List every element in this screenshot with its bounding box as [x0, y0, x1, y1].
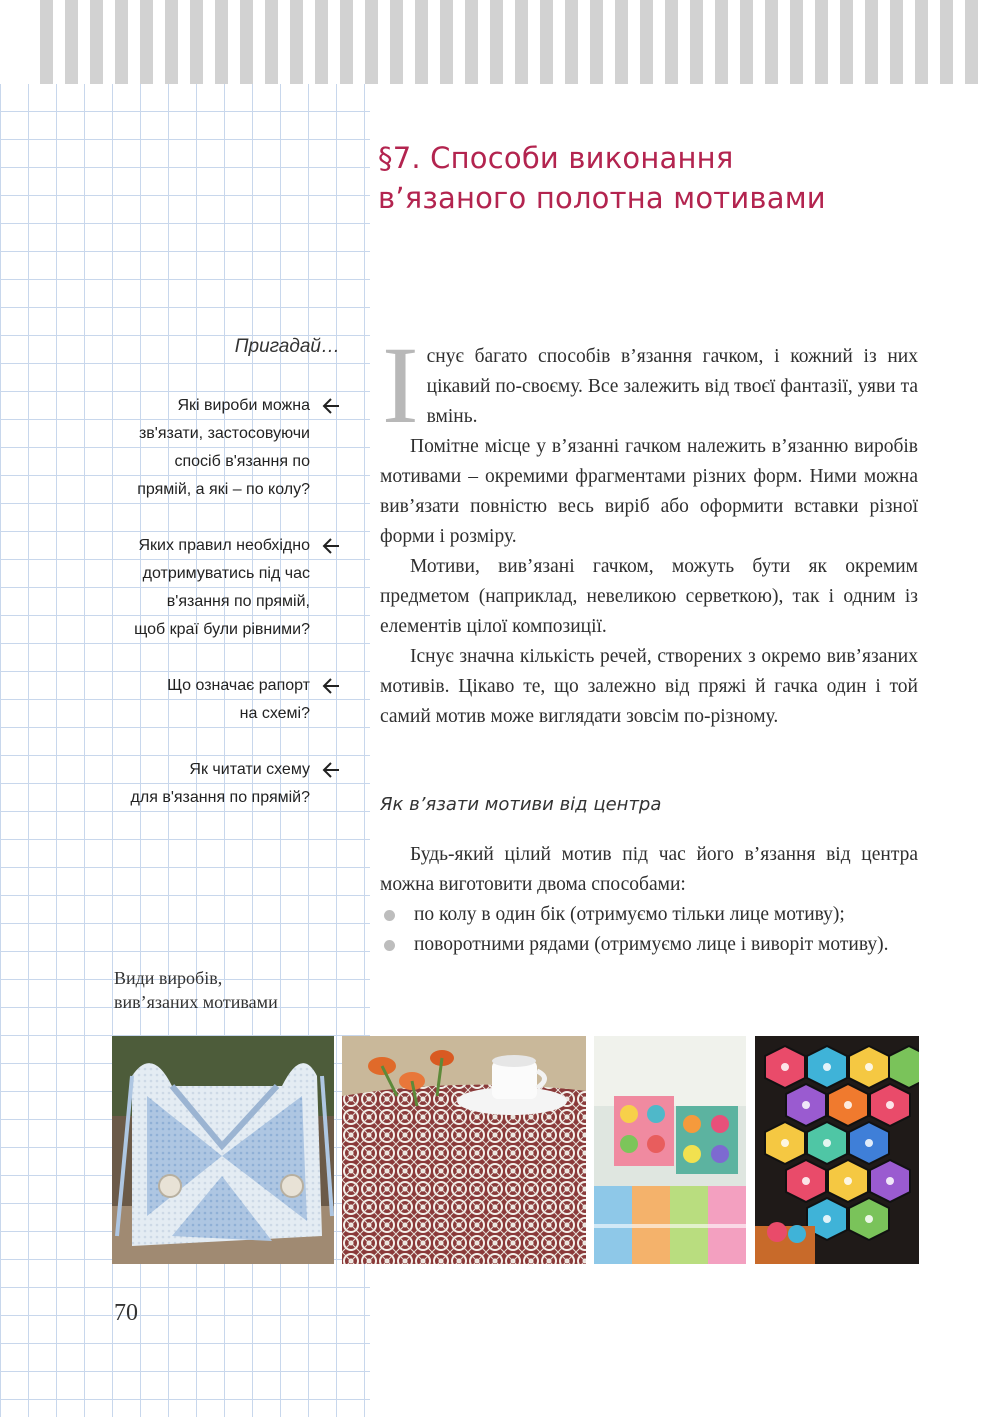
photo-hexagon-blanket: [755, 1036, 919, 1264]
paragraph-4: Існує значна кількість речей, створених з окремо вив’язаних мотивів. Цікаво те, що залежно від пряжі й гачка один і той самий мотив може виглядати зовсім по-різному.: [380, 646, 918, 727]
photos-caption: [114, 966, 354, 1014]
list-item: [380, 900, 918, 930]
review-questions: [40, 392, 342, 840]
question-line: прямій, а які – по колу?: [137, 481, 310, 498]
list-item-text: поворотними рядами (отримуємо лице і виворіт мотиву).: [414, 934, 889, 955]
arrow-left-icon: [320, 672, 342, 700]
remember-label: Пригадай…: [234, 336, 340, 357]
question-line: в'язання по прямій,: [166, 593, 310, 610]
photo-crochet-pillows: [594, 1036, 746, 1264]
caption-line-2: вив’язаних мотивами: [114, 992, 278, 1012]
list-item-text: по колу в один бік (отримуємо тільки лице мотиву);: [414, 904, 845, 925]
question-4: [40, 756, 342, 812]
question-line: на схемі?: [239, 705, 310, 722]
binding-stripes: [40, 0, 980, 84]
question-line: Як читати схему: [189, 761, 310, 778]
question-2: [40, 532, 342, 644]
photo-crochet-bag: [112, 1036, 334, 1264]
bullet-icon: [384, 910, 395, 921]
bullet-icon: [384, 940, 395, 951]
question-line: спосіб в'язання по: [174, 453, 310, 470]
question-line: щоб краї були рівними?: [134, 621, 310, 638]
question-1: [40, 392, 342, 504]
arrow-left-icon: [320, 532, 342, 560]
methods-list: [380, 900, 918, 960]
question-line: Яких правил необхідно: [138, 537, 310, 554]
paragraph-3: Мотиви, вив’язані гачком, можуть бути як окремим предметом (наприклад, невеликою серветкою), так і одним із елементів цілої композиції.: [380, 556, 918, 637]
methods-intro: Будь-який цілий мотив під час його в’язання від центра можна виготовити двома способами:: [380, 844, 918, 895]
section-title: [378, 138, 938, 218]
paragraph-1-text: снує багато способів в’язання гачком, і кожний із них цікавий по-своєму. Все залежить від твоєї фантазії, уяви та вмінь.: [426, 346, 918, 427]
question-line: дотримуватись під час: [142, 565, 310, 582]
question-line: Які вироби можна: [177, 397, 310, 414]
arrow-left-icon: [320, 756, 342, 784]
caption-line-1: Види виробів,: [114, 968, 223, 988]
paragraph-2: Помітне місце у в’язанні гачком належить в’язанню виробів мотивами – окремими фрагментами різних форм. Ними можна вив’язати повністю весь виріб або оформити вставки різної форми і розміру.: [380, 436, 918, 547]
title-line-2: в’язаного полотна мотивами: [378, 181, 826, 215]
question-line: Що означає рапорт: [167, 677, 310, 694]
title-line-1: §7. Способи виконання: [378, 141, 734, 175]
arrow-left-icon: [320, 392, 342, 420]
question-3: [40, 672, 342, 728]
page-number: 70: [114, 1300, 138, 1326]
photo-lace-tablecloth: [342, 1036, 586, 1264]
question-line: для в'язання по прямій?: [130, 789, 310, 806]
list-item: [380, 930, 918, 960]
drop-cap: І: [382, 324, 419, 446]
subheading: Як в’язати мотиви від центра: [380, 794, 662, 815]
question-line: зв'язати, застосовуючи: [138, 425, 310, 442]
paragraph-1: [380, 324, 918, 446]
methods-block: [380, 840, 918, 960]
main-text: [380, 324, 918, 732]
